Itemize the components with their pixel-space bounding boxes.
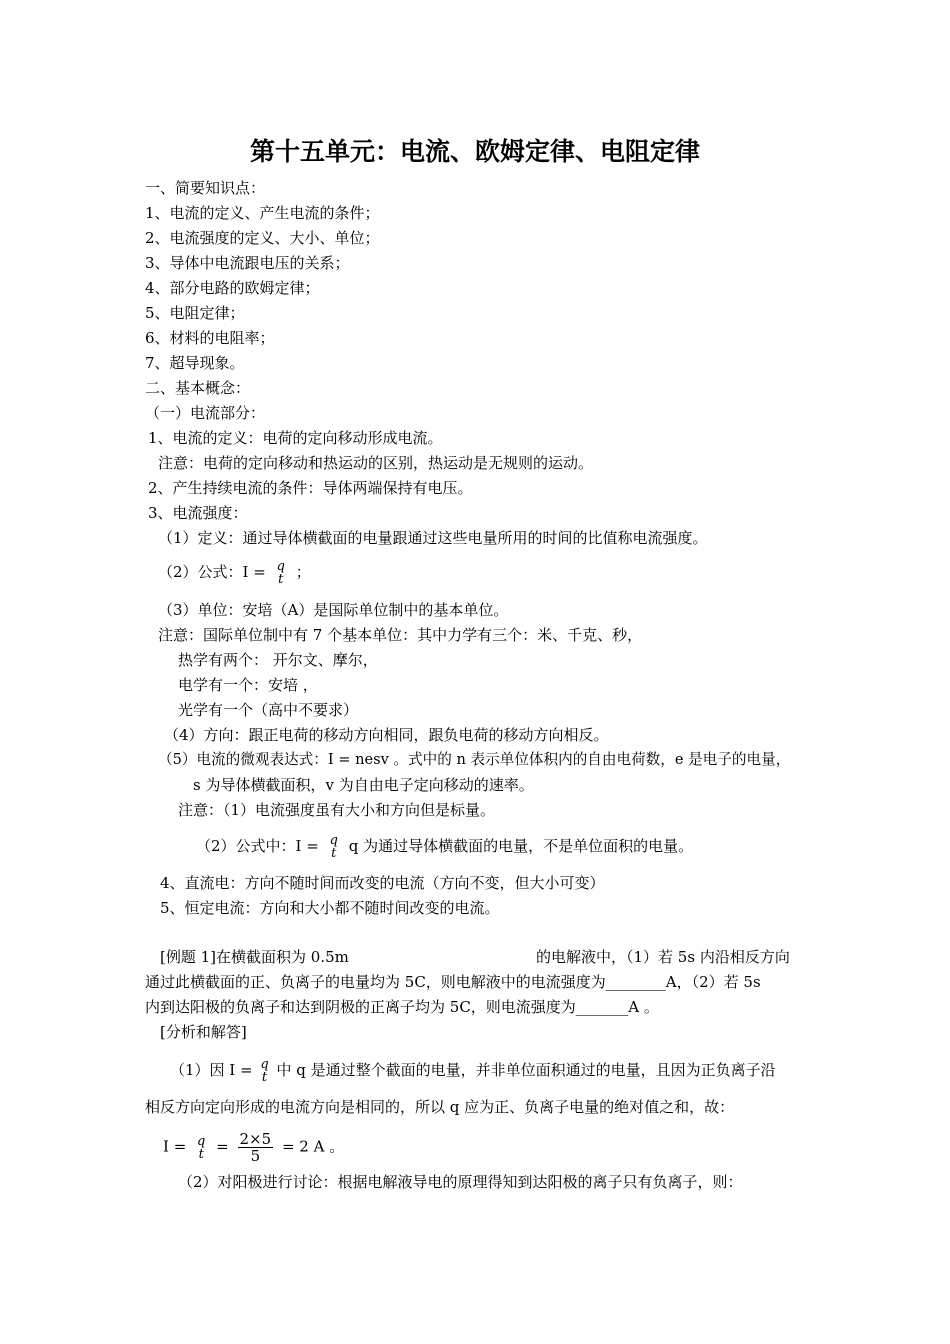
note: 热学有两个： 开尔文、摩尔，: [178, 651, 378, 669]
formula-label: I =: [163, 1137, 187, 1156]
list-item: 2、电流强度的定义、大小、单位；: [145, 229, 380, 247]
formula-label: （2）公式：I =: [158, 563, 266, 581]
section-heading-2: 二、基本概念：: [145, 379, 251, 397]
fraction-2x5-over-5: [238, 1131, 274, 1164]
fraction-numerator: q: [260, 1057, 269, 1072]
paragraph: （2）对阳极进行讨论：根据电解液导电的原理得知到达阳极的离子只有负离子，则：: [178, 1173, 743, 1191]
paragraph: （4）方向：跟正电荷的移动方向相同，跟负电荷的移动方向相反。: [164, 726, 609, 744]
formula-tail: 中 q 是通过整个截面的电量，并非单位面积通过的电量，且因为正负离子沿: [276, 1061, 776, 1079]
note: 注意：国际单位制中有 7 个基本单位：其中力学有三个：米、千克、秒，: [158, 626, 643, 644]
paragraph: 2、产生持续电流的条件：导体两端保持有电压。: [148, 479, 473, 497]
list-item: 6、材料的电阻率；: [145, 329, 275, 347]
note: 注意：（1）电流强度虽有大小和方向但是标量。: [178, 801, 496, 819]
formula-line: [163, 1131, 344, 1164]
example-question: 通过此横截面的正、负离子的电量均为 5C，则电解液中的电流强度为________A，（2）若 5s: [145, 973, 761, 991]
formula-line: [196, 834, 693, 860]
paragraph: 3、电流强度：: [148, 504, 248, 522]
fraction-q-over-t: [258, 1058, 270, 1084]
fraction-denominator: t: [331, 846, 337, 861]
fraction-numerator: q: [329, 833, 338, 848]
note: 光学有一个（高中不要求）: [178, 701, 359, 719]
example-question-cont: 的电解液中，（1）若 5s 内沿相反方向: [536, 948, 790, 966]
fraction-denominator: t: [261, 1070, 268, 1085]
note: 电学有一个：安培 ，: [178, 676, 318, 694]
list-item: 7、超导现象。: [145, 354, 245, 372]
paragraph: 5、恒定电流：方向和大小都不随时间改变的电流。: [160, 899, 500, 917]
section-heading-1: 一、简要知识点：: [145, 179, 266, 197]
paragraph: 1、电流的定义：电荷的定向移动形成电流。: [148, 429, 443, 447]
formula-line: [170, 1058, 776, 1084]
fraction-denominator: t: [278, 572, 284, 587]
paragraph: s 为导体横截面积，v 为自由电子定向移动的速率。: [193, 776, 534, 794]
fraction-q-over-t: [275, 560, 287, 586]
example-question-start: [例题 1]在横截面积为 0.5m: [160, 948, 349, 966]
fraction-denominator: 5: [250, 1147, 261, 1165]
paragraph: （5）电流的微观表达式：I = nesv 。式中的 n 表示单位体积内的自由电荷数，e 是电子的电量，: [158, 751, 791, 768]
paragraph: 4、直流电：方向不随时间而改变的电流（方向不变，但大小可变）: [160, 874, 605, 892]
fraction-q-over-t: [195, 1135, 207, 1161]
analysis-heading: [分析和解答]: [160, 1023, 247, 1041]
fraction-numerator: q: [197, 1133, 206, 1149]
example-question: 内到达阳极的负离子和达到阴极的正离子均为 5C，则电流强度为_______A 。: [145, 998, 659, 1016]
formula-tail: q 为通过导体横截面的电量，不是单位面积的电量。: [348, 837, 694, 855]
formula-result: = 2 A 。: [281, 1137, 345, 1156]
fraction-numerator: q: [276, 559, 285, 574]
formula-label: （1）因 I =: [170, 1061, 253, 1079]
list-item: 3、导体中电流跟电压的关系；: [145, 254, 350, 272]
fraction-numerator: 2×5: [239, 1130, 272, 1148]
paragraph: （3）单位：安培（A）是国际单位制中的基本单位。: [158, 601, 509, 619]
list-item: 4、部分电路的欧姆定律；: [145, 279, 320, 297]
list-item: 5、电阻定律；: [145, 304, 245, 322]
note: 注意：电荷的定向移动和热运动的区别，热运动是无规则的运动。: [158, 454, 594, 472]
paragraph: 相反方向定向形成的电流方向是相同的，所以 q 应为正、负离子电量的绝对值之和，故：: [145, 1098, 735, 1116]
formula-tail: ；: [295, 563, 311, 581]
formula-label: （2）公式中：I =: [196, 837, 319, 855]
paragraph: （1）定义：通过导体横截面的电量跟通过这些电量所用的时间的比值称电流强度。: [158, 529, 708, 547]
list-item: 1、电流的定义、产生电流的条件；: [145, 204, 380, 222]
formula-line: [158, 560, 311, 586]
subsection-heading: （一）电流部分：: [145, 404, 266, 422]
fraction-denominator: t: [198, 1146, 204, 1162]
equals-sign: =: [216, 1137, 229, 1156]
fraction-q-over-t: [328, 834, 340, 860]
page-title: 第十五单元：电流、欧姆定律、电阻定律: [249, 137, 700, 166]
